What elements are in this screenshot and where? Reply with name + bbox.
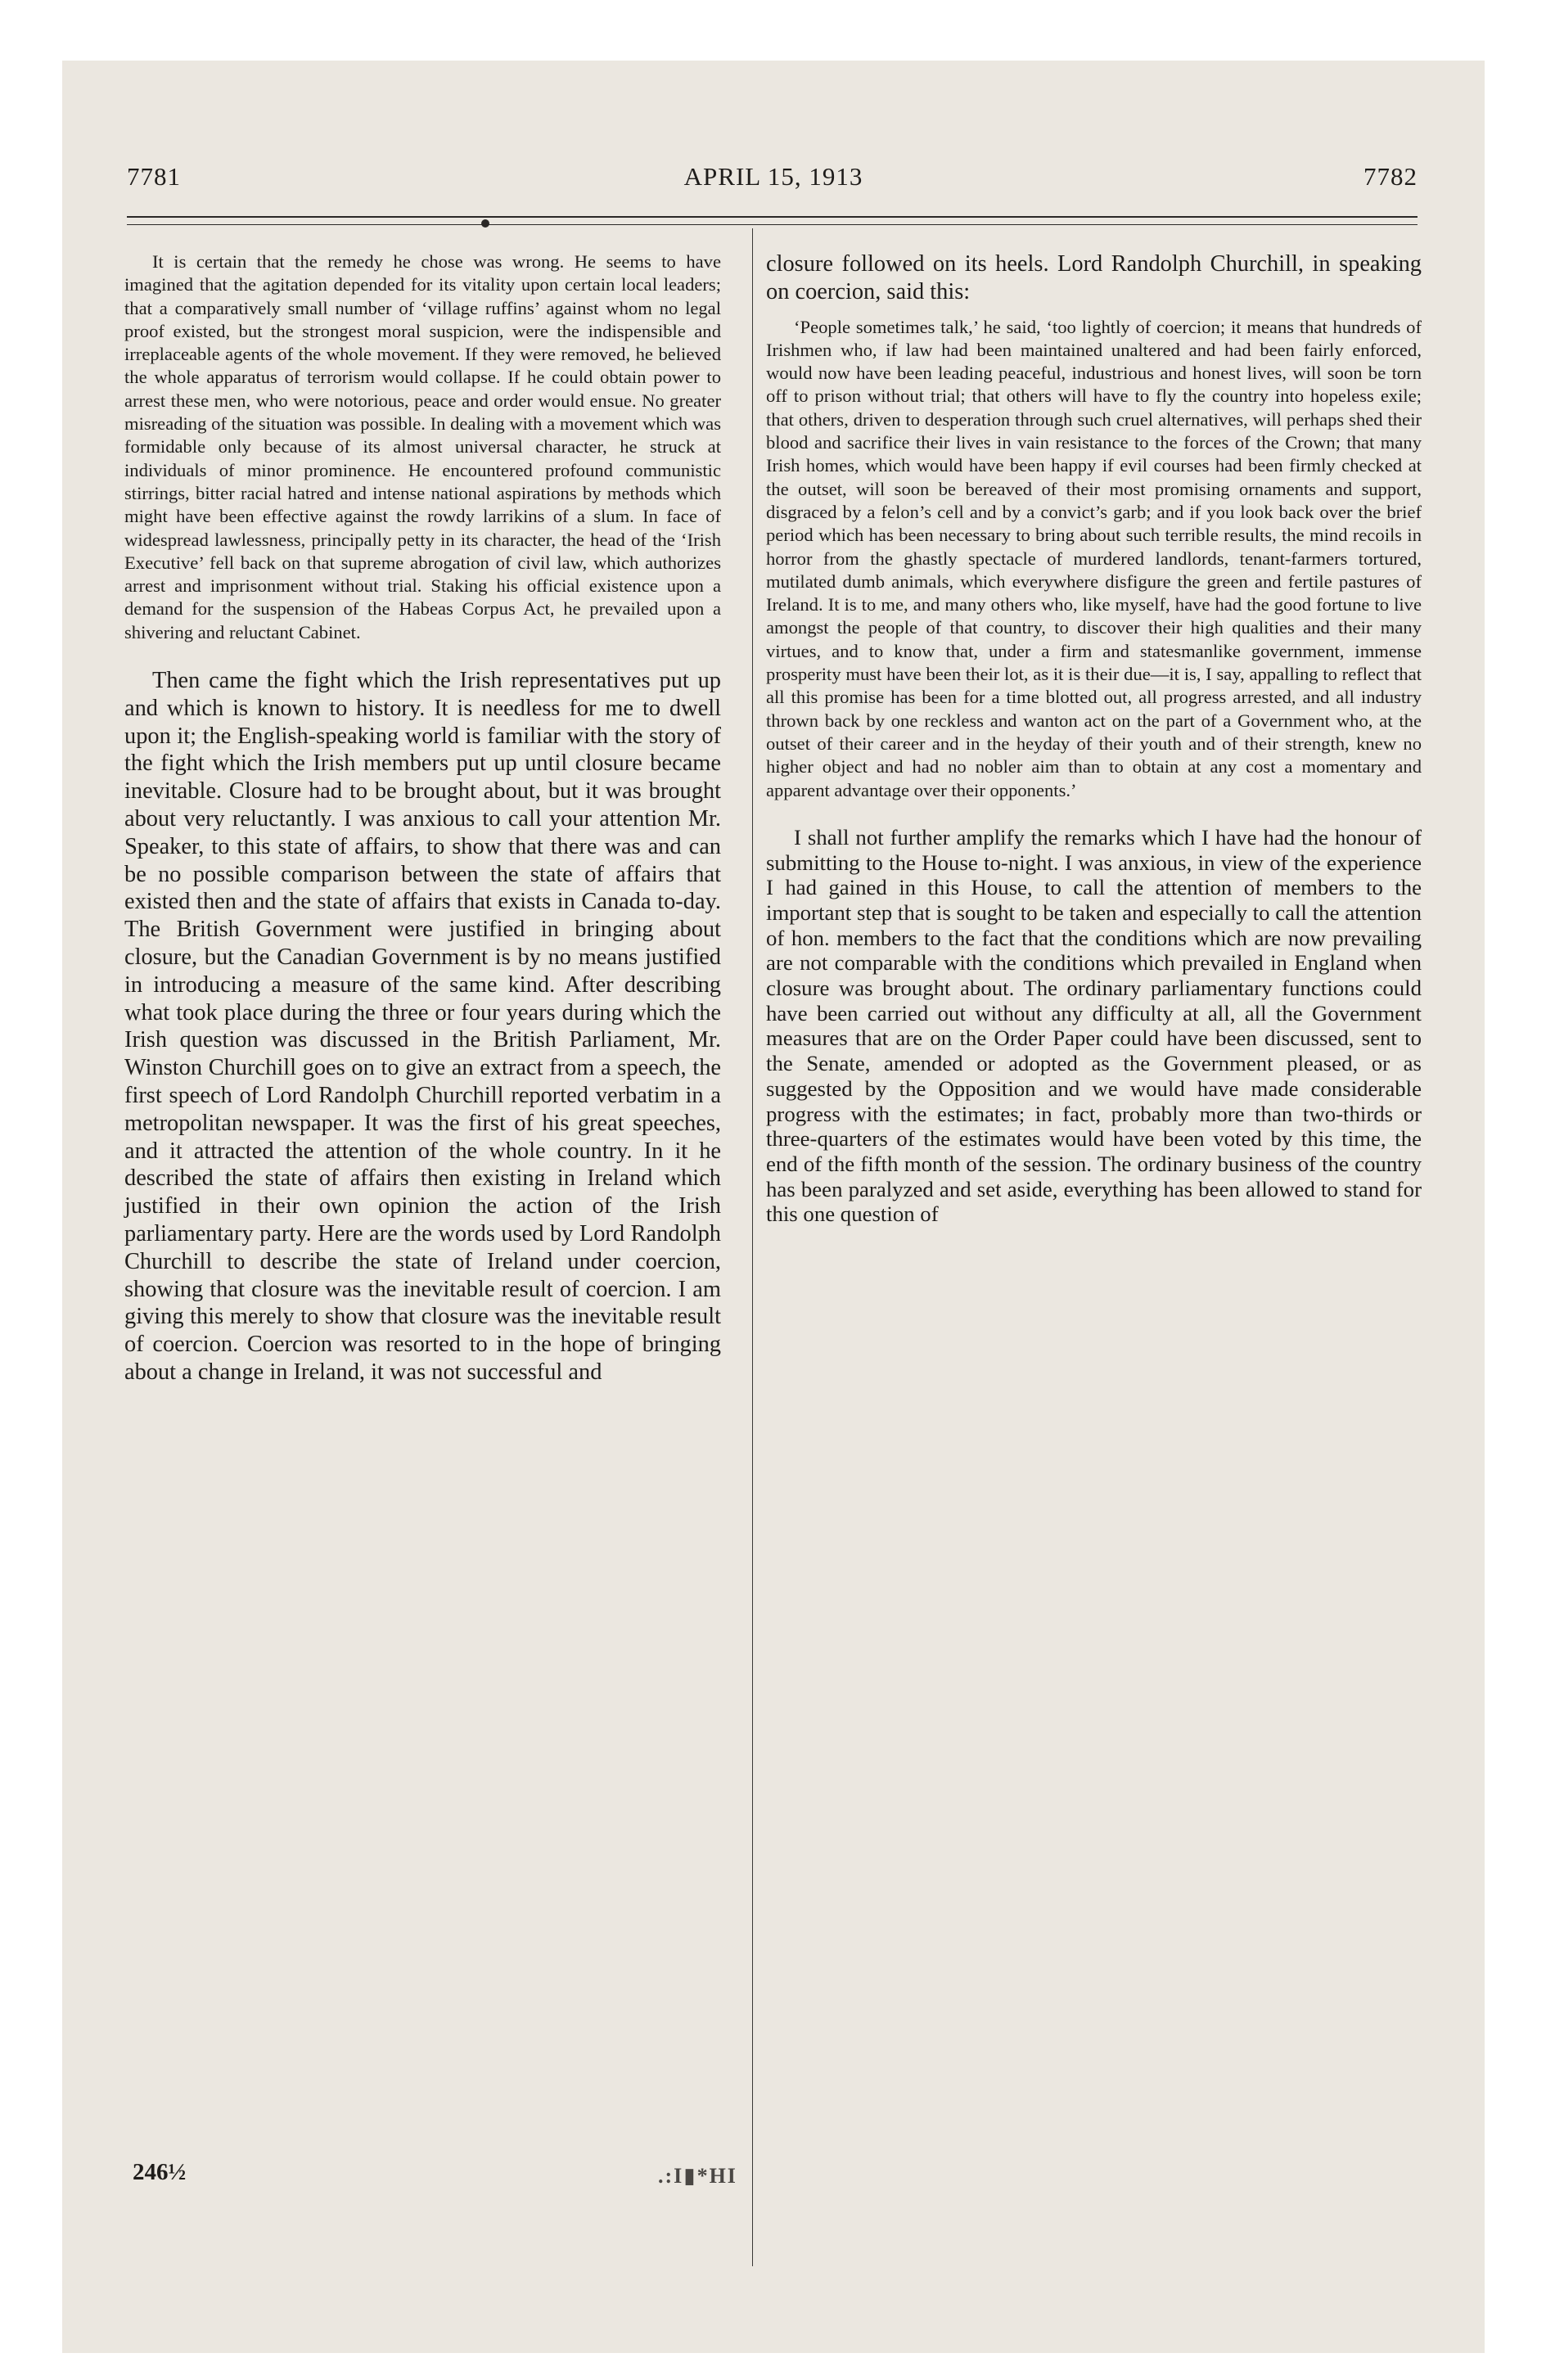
right-paragraph-2-quote: ‘People sometimes talk,’ he said, ‘too lightly of coercion; it means that hundreds of Irishmen who, if law had been maintained unaltered and had been fairly enforced, would now have been leading peaceful, industrious and honest lives, will soon be torn off to prison without trial; that others will have to fly the country into hopeless exile; that others, driven to desperation through such cruel alternatives, will perhaps shed their blood and sacrifice their lives in vain resistance to the forces of the Crown; that many Irish homes, which would have been happy if evil courses had been firmly checked at the outset, will soon be bereaved of their most promising ornaments and support, disgraced by a felon’s cell and by a convict’s garb; and if you look back over the brief period which has been necessary to bring about such terrible results, the mind recoils in horror from the ghastly spectacle of murdered landlords, tenant-farmers tortured, mutilated dumb animals, which everywhere disfigure the green and fertile pastures of Ireland. It is to me, and many others who, like myself, have had the good fortune to live amongst the people of that country, to discover their high qualities and their many virtues, and to know that, under a firm and statesmanlike government, immense prosperity must have been their lot, as it is their due—it is, I say, appalling to reflect that all this promise has been for a time blotted out, all progress arrested, and all industry thrown back by one reckless and wanton act on the part of a Government who, at the outset of their career and in the heyday of their youth and of their strength, knew no higher object and had no nobler aim than to obtain at any cost a momentary and apparent advantage over their opponents.’ (766, 316, 1422, 800)
page-date: APRIL 15, 1913 (683, 162, 863, 191)
header-rule (127, 216, 1418, 218)
header-rule-thin (127, 224, 1418, 225)
page-number-left: 7781 (127, 162, 181, 191)
page-header (62, 61, 1485, 241)
right-paragraph-3: I shall not further amplify the remarks which I have had the honour of submitting to the House to-night. I was anxious, in view of the experience I had gained in this House, to call the attention of members to the important step that is sought to be taken and especially to call the attention of hon. members to the fact that the conditions which are now prevailing are not comparable with the conditions which prevailed in England when closure was brought about. The ordinary parliamentary functions could have been carried out without any difficulty at all, all the Government measures that are on the Order Paper could have been discussed, sent to the Senate, amended or adopted as the Government pleased, or as suggested by the Opposition and we would have made considerable progress with the estimates; in fact, probably more than two-thirds or three-quarters of the estimates would have been voted by this time, the end of the fifth month of the session. The ordinary business of the country has been paralyzed and set aside, everything has been allowed to stand for this one question of (766, 824, 1422, 1227)
rule-ornament (481, 219, 489, 228)
right-column (766, 250, 1422, 1227)
left-paragraph-1: It is certain that the remedy he chose was wrong. He seems to have imagined that the agitation depended for its vitality upon certain local leaders; that a comparatively small number of ‘village ruffins’ against whom no legal proof existed, but the strongest moral suspicion, were the indispensible and irreplaceable agents of the whole movement. If they were removed, he believed the whole apparatus of terrorism would collapse. If he could obtain power to arrest these men, who were notorious, peace and order would ensue. No greater misreading of the situation was possible. In dealing with a movement which was formidable only because of its almost universal character, he struck at individuals of minor prominence. He encountered profound communistic stirrings, bitter racial hatred and intense national aspirations by methods which might have been effective against the rowdy larrikins of a slum. In face of widespread lawlessness, principally petty in its character, the head of the ‘Irish Executive’ fell back on that supreme abrogation of civil law, which authorizes arrest and imprisonment without trial. Staking his official existence upon a demand for the suspension of the Habeas Corpus Act, he prevailed upon a shivering and reluctant Cabinet. (124, 251, 721, 642)
scanned-page (62, 61, 1485, 2353)
right-paragraph-1: closure followed on its heels. Lord Randolph Churchill, in speaking on coercion, said this: (766, 251, 1422, 304)
column-divider (752, 228, 753, 2266)
signature-mark: 246½ (133, 2159, 187, 2185)
left-paragraph-2: Then came the fight which the Irish representatives put up and which is known to history. It is needless for me to dwell upon it; the English-speaking world is familiar with the story of the fight which the Irish members put up until closure became inevitable. Closure had to be brought about, but it was brought about very reluctantly. I was anxious to call your attention Mr. Speaker, to this state of affairs, to show that there was and can be no possible comparison between the state of affairs that existed then and the state of affairs that exists in Canada to-day. The British Government were justified in bringing about closure, but the Canadian Government is by no means justified in introducing a measure of the same kind. After describing what took place during the three or four years during which the Irish question was discussed in the British Parliament, Mr. Winston Churchill goes on to give an extract from a speech, the first speech of Lord Randolph Churchill reported verbatim in a metropolitan newspaper. It was the first of his great speeches, and it attracted the attention of the whole country. In it he described the state of affairs then existing in Ireland which justified in their own opinion the action of the Irish parliamentary party. Here are the words used by Lord Randolph Churchill to describe the state of Ireland under coercion, showing that closure was the inevitable result of coercion. I am giving this merely to show that closure was the inevitable result of coercion. Coercion was resorted to in the hope of bringing about a change in Ireland, it was not successful and (124, 668, 721, 1385)
left-column (124, 250, 721, 1386)
footer-stamp: .:I▮*HI (658, 2164, 737, 2188)
page-number-right: 7782 (1363, 162, 1418, 191)
